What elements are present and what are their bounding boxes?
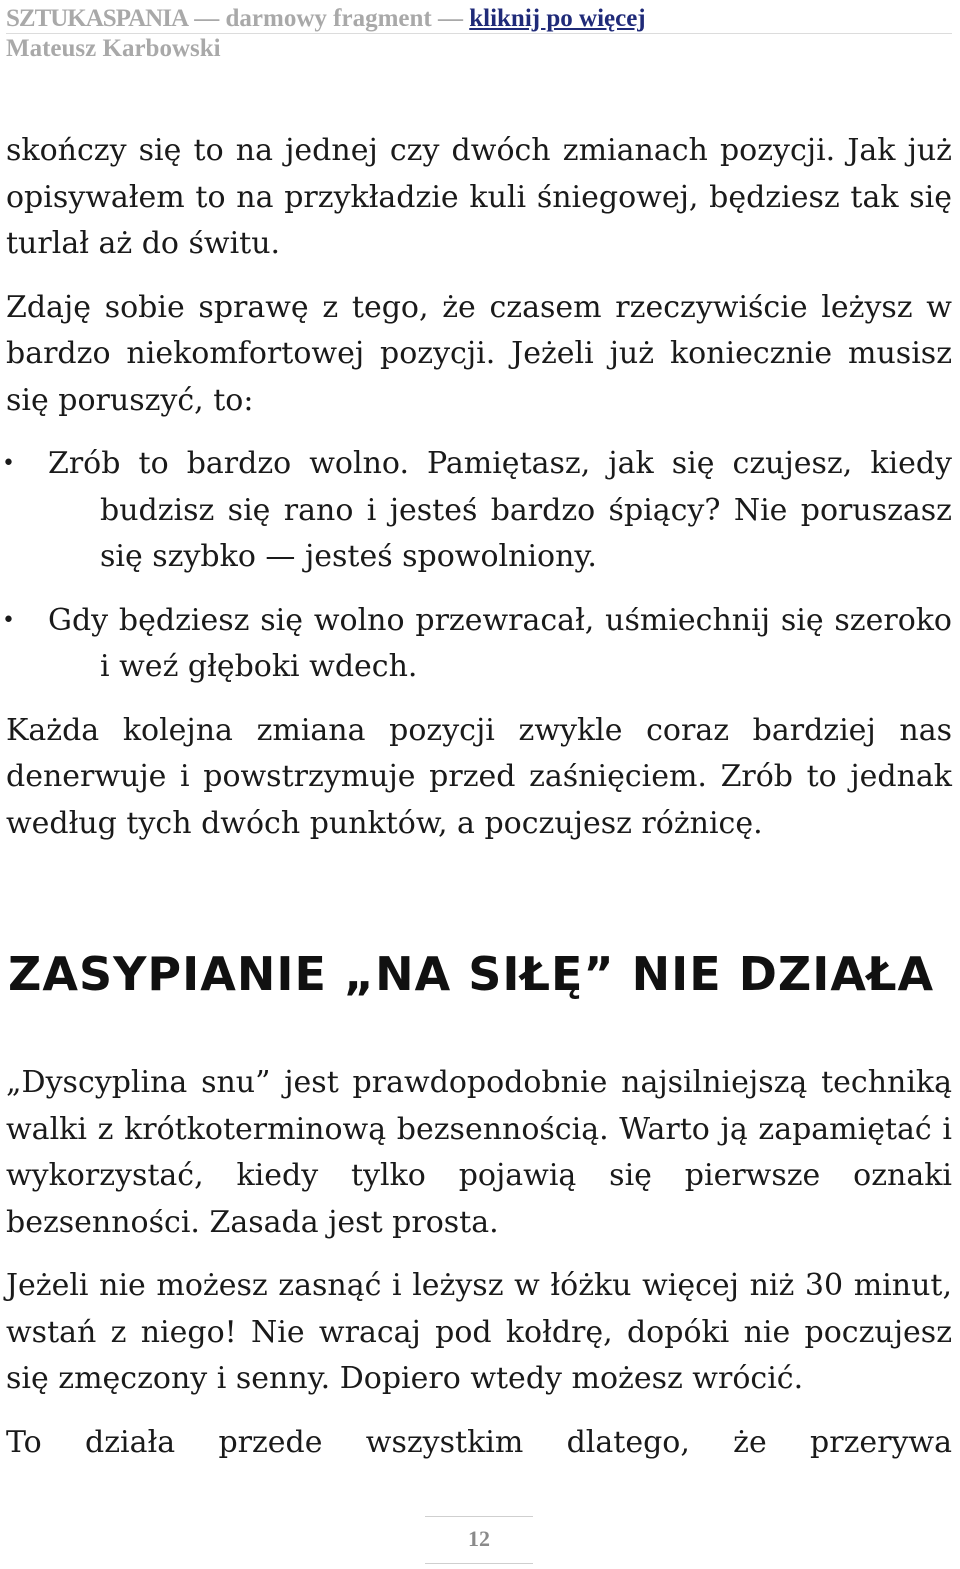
header-subtitle: darmowy fragment <box>225 5 432 32</box>
brand-name: SZTUKASPANIA <box>6 5 189 32</box>
main-content-top <box>2 128 952 864</box>
paragraph: To działa przede wszystkim dlatego, że przerywa <box>6 1424 952 1460</box>
paragraph: Zdaję sobie sprawę z tego, że czasem rzeczywiście leżysz w bardzo niekomfortowej pozycji. Jeżeli już koniecznie musisz się poruszyć, to: <box>6 289 952 418</box>
list-item <box>2 598 952 691</box>
page-header <box>6 4 952 64</box>
paragraph: Jeżeli nie możesz zasnąć i leżysz w łóżku więcej niż 30 minut, wstań z niego! Nie wracaj pod kołdrę, dopóki nie poczujesz się zmęczony i senny. Dopiero wtedy możesz wrócić. <box>6 1268 952 1396</box>
paragraph: skończy się to na jednej czy dwóch zmianach pozycji. Jak już opisywałem to na przykładzie kuli śniegowej, będziesz tak się turlał aż do świtu. <box>6 133 952 261</box>
author-name: Mateusz Karbowski <box>6 35 221 62</box>
section-heading: ZASYPIANIE „NA SIŁĘ” NIE DZIAŁA <box>8 947 935 1001</box>
bullet-icon: • <box>2 451 15 476</box>
main-content-bottom <box>6 1060 952 1483</box>
list-item <box>2 441 952 581</box>
paragraph: „Dyscyplina snu” jest prawdopodobnie najsilniejszą techniką walki z krótkoterminową bezsennością. Warto ją zapamiętać i wykorzystać, kiedy tylko pojawią się pierwsze oznaki bezsenności. Zasada jest prosta. <box>6 1065 952 1240</box>
header-separator: — <box>431 5 470 32</box>
more-link[interactable]: kliknij po więcej <box>469 5 646 32</box>
footer-divider <box>425 1563 533 1564</box>
list-item-text: Zrób to bardzo wolno. Pamiętasz, jak się czujesz, kiedy budzisz się rano i jesteś bardzo śpiący? Nie poruszasz się szybko — jesteś spowolniony. <box>48 446 952 574</box>
footer-divider <box>425 1516 533 1517</box>
bullet-icon: • <box>2 607 15 633</box>
bullet-list <box>2 441 952 691</box>
paragraph: Każda kolejna zmiana pozycji zwykle coraz bardziej nas denerwuje i powstrzymuje przed zaśnięciem. Zrób to jednak według tych dwóch punktów, a poczujesz różnicę. <box>6 712 952 841</box>
header-divider <box>6 33 952 34</box>
list-item-text: Gdy będziesz się wolno przewracał, uśmiechnij się szeroko i weź głęboki wdech. <box>48 602 952 684</box>
header-line-1 <box>6 4 952 34</box>
header-separator: — <box>188 5 226 32</box>
page-number: 12 <box>468 1526 490 1551</box>
